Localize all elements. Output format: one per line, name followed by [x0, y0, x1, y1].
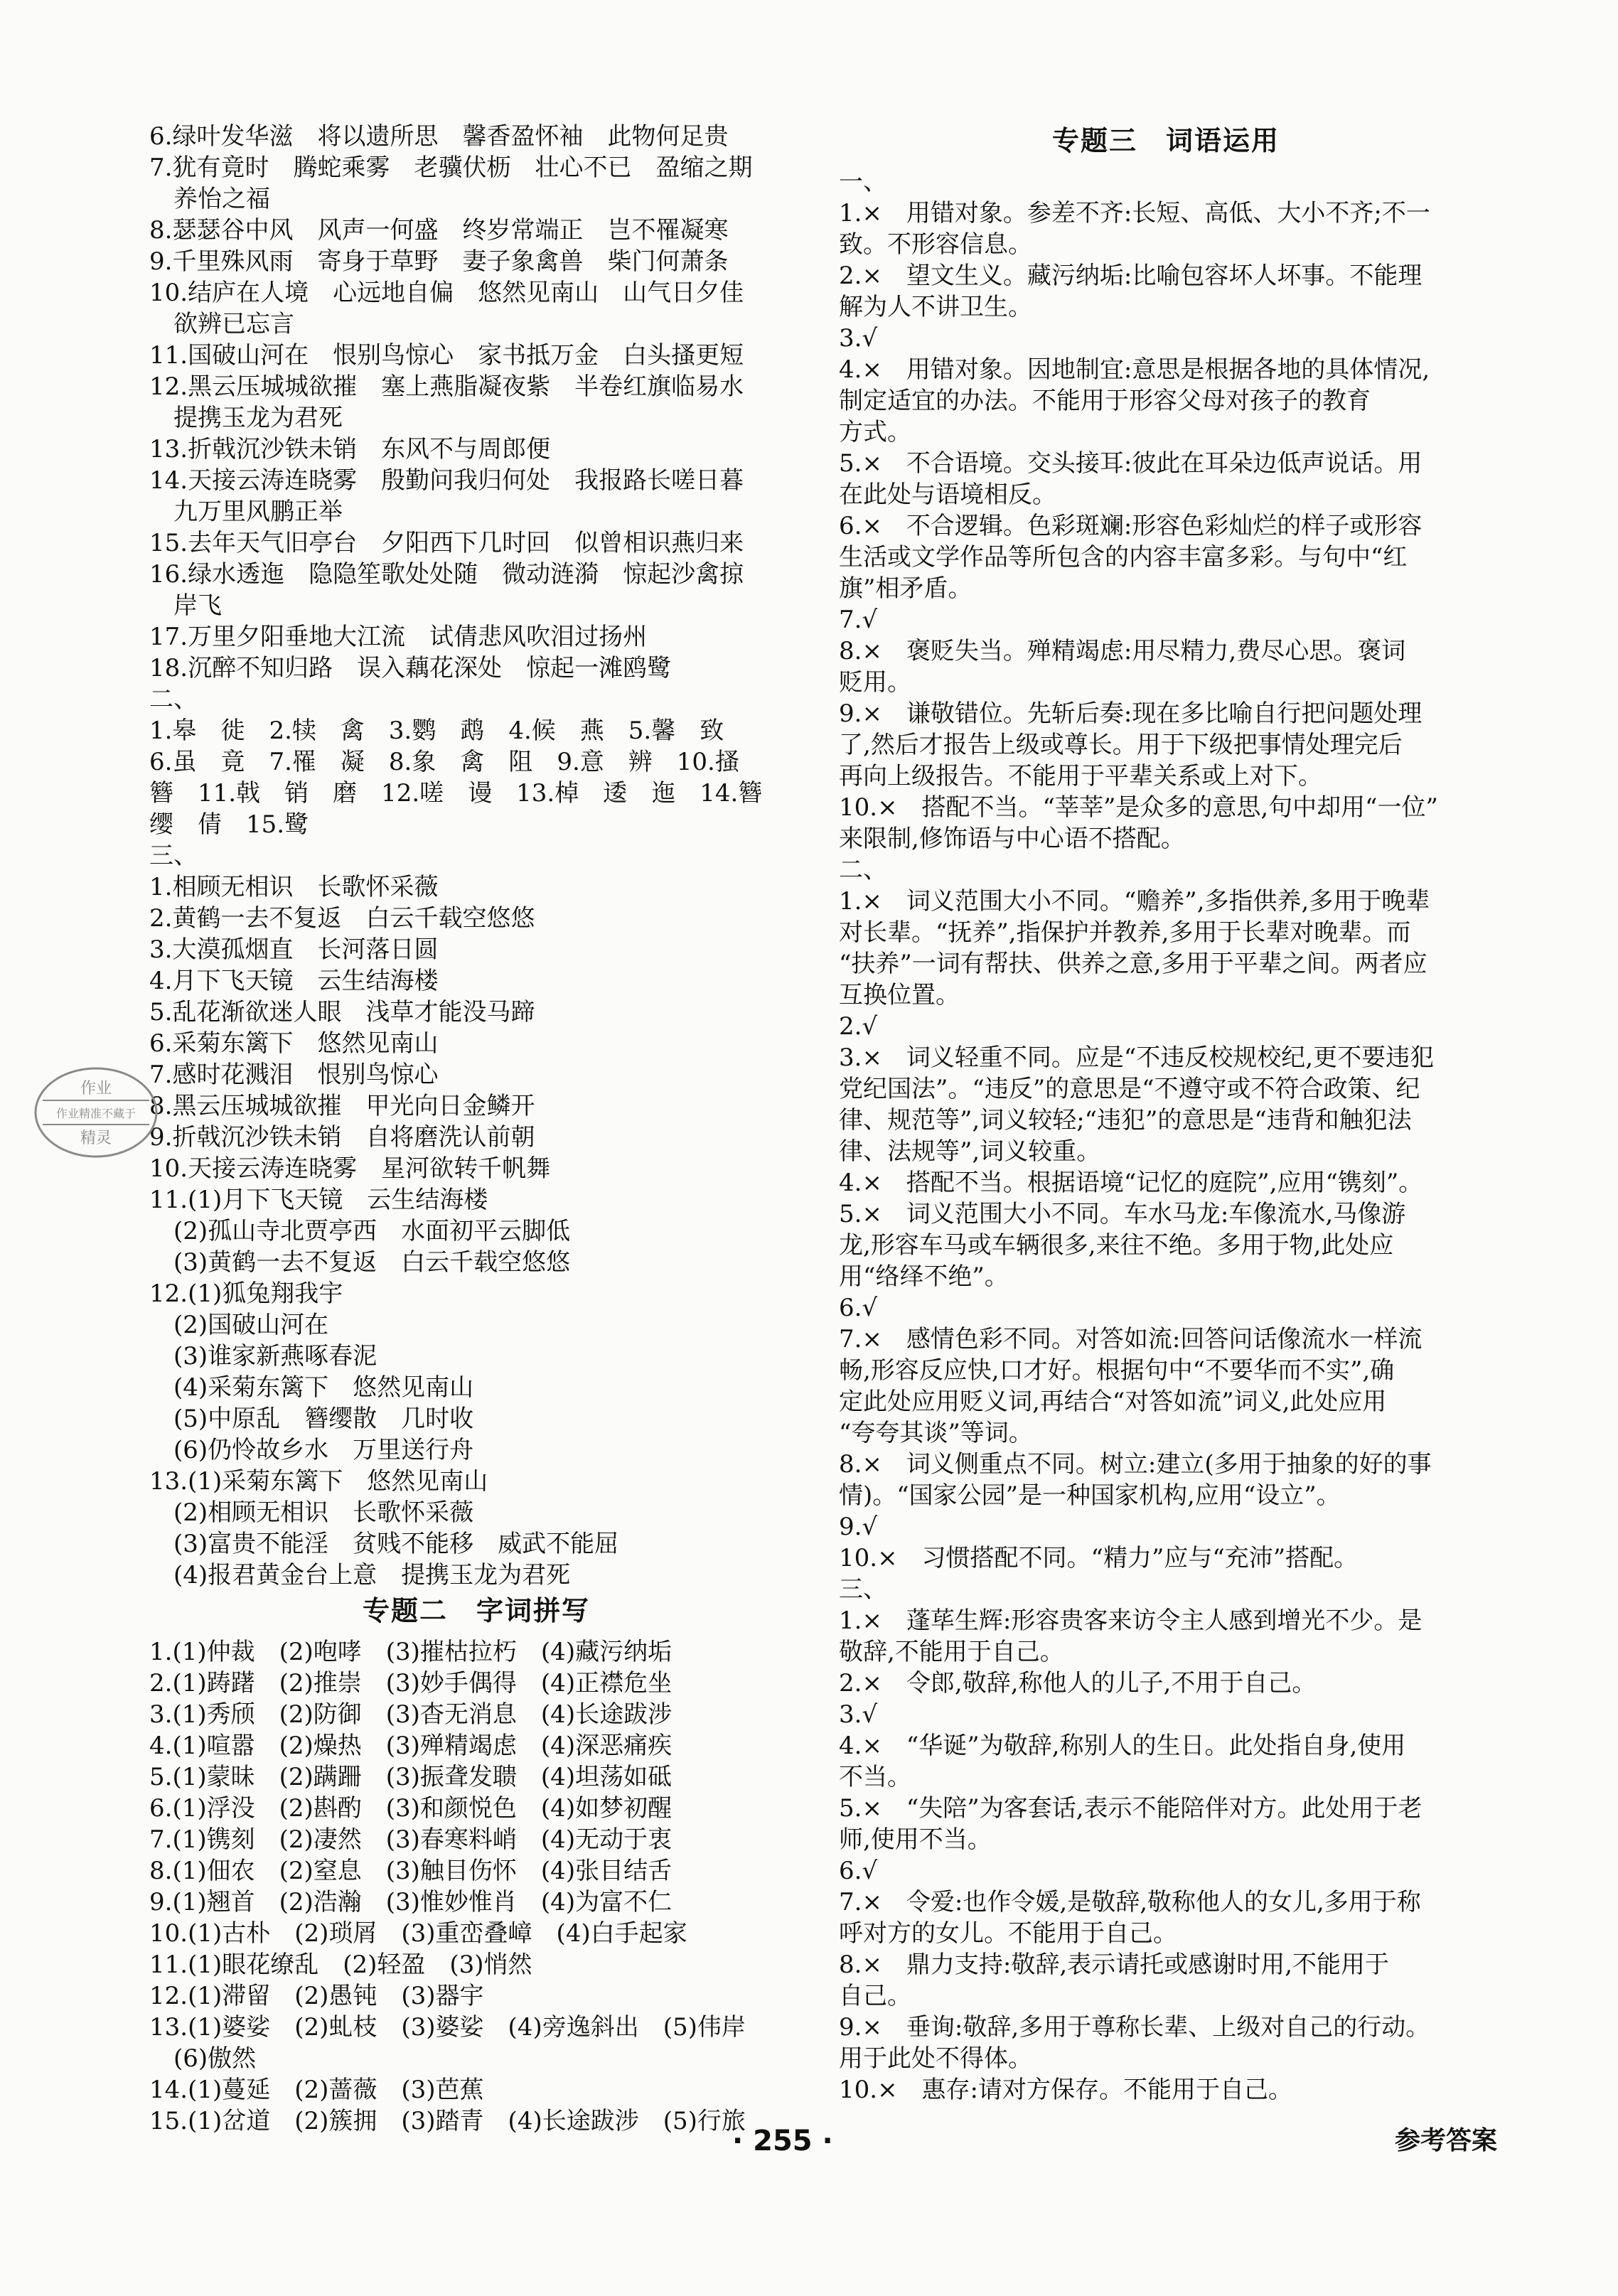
- answer-line: 旗”相矛盾。: [839, 574, 973, 603]
- answer-line: (3)富贵不能淫 贫贱不能移 威武不能屈: [149, 1530, 619, 1558]
- answer-line: 2.× 令郎,敬辞,称他人的儿子,不用于自己。: [839, 1669, 1317, 1697]
- section-heading: 专题二 字词拼写: [362, 1595, 590, 1626]
- answer-line: 7.× 令爱:也作令媛,是敬辞,敬称他人的女儿,多用于称: [839, 1888, 1421, 1916]
- answer-line: 律、法规等”,词义较重。: [839, 1137, 1101, 1166]
- answer-line: (6)傲然: [149, 2044, 257, 2073]
- page-number: · 255 ·: [732, 2125, 833, 2157]
- answer-line: 缨 倩 15.鹭: [149, 810, 309, 839]
- answer-line: 党纪国法”。“违反”的意思是“不遵守或不符合政策、纪: [839, 1075, 1420, 1103]
- answer-line: 生活或文学作品等所包含的内容丰富多彩。与句中“红: [839, 543, 1408, 572]
- answer-line: 7.× 感情色彩不同。对答如流:回答问话像流水一样流: [839, 1325, 1423, 1353]
- answer-line: 致。不形容信息。: [839, 230, 1032, 259]
- answer-line: 3.√: [839, 324, 878, 353]
- answer-line: 11.国破山河在 恨别鸟惊心 家书抵万金 白头搔更短: [149, 341, 744, 370]
- answer-line: 7.(1)镌刻 (2)凄然 (3)春寒料峭 (4)无动于衷: [149, 1825, 673, 1854]
- answer-line: 10.(1)古朴 (2)琐屑 (3)重峦叠嶂 (4)白手起家: [149, 1919, 687, 1948]
- answer-line: 14.(1)蔓延 (2)蔷薇 (3)芭蕉: [149, 2076, 484, 2104]
- answer-line: 贬用。: [839, 668, 911, 697]
- answer-line: 定此处应用贬义词,再结合“对答如流”词义,此处应用: [839, 1388, 1387, 1416]
- answer-line: “扶养”一词有帮扶、供养之意,多用于平辈之间。两者应: [839, 950, 1427, 978]
- answer-line: 10.× 搭配不当。“莘莘”是众多的意思,句中却用“一位”: [839, 793, 1438, 822]
- answer-line: 律、规范等”,词义较轻;“违犯”的意思是“违背和触犯法: [839, 1106, 1412, 1134]
- right-column: [839, 121, 1493, 2105]
- answer-line: 制定适宜的办法。不能用于形容父母对孩子的教育: [839, 387, 1371, 415]
- answer-line: 6.√: [839, 1294, 878, 1322]
- answer-line: 9.折戟沉沙铁未销 自将磨洗认前朝: [149, 1123, 535, 1152]
- answer-line: 4.月下飞天镜 云生结海楼: [149, 967, 439, 995]
- answer-line: 呼对方的女儿。不能用于自己。: [839, 1919, 1177, 1948]
- answer-line: (4)报君黄金台上意 提携玉龙为君死: [149, 1561, 571, 1589]
- answer-line: 龙,形容车马或车辆很多,来往不绝。多用于物,此处应: [839, 1231, 1394, 1260]
- answer-line: 二、: [839, 856, 887, 884]
- answer-line: 5.(1)蒙昧 (2)蹒跚 (3)振聋发聩 (4)坦荡如砥: [149, 1763, 673, 1791]
- answer-line: (2)孤山寺北贾亭西 水面初平云脚低: [149, 1217, 571, 1245]
- answer-line: (3)黄鹤一去不复返 白云千载空悠悠: [149, 1248, 571, 1277]
- answer-line: 7.犹有竟时 腾蛇乘雾 老骥伏枥 壮心不已 盈缩之期: [149, 154, 753, 182]
- answer-line: 7.√: [839, 606, 878, 634]
- section-heading: 专题三 词语运用: [1051, 125, 1280, 156]
- answer-line: 情)。“国家公园”是一种国家机构,应用“设立”。: [839, 1481, 1341, 1510]
- answer-line: 17.万里夕阳垂地大江流 试倩悲风吹泪过扬州: [149, 623, 648, 651]
- answer-line: 8.瑟瑟谷中风 风声一何盛 终岁常端正 岂不罹凝寒: [149, 216, 729, 245]
- answer-line: 10.× 惠存:请对方保存。不能用于自己。: [839, 2076, 1293, 2104]
- stamp-middle-text: 作业精准不藏于: [55, 1107, 136, 1120]
- answer-line: 18.沉醉不知归路 误入藕花深处 惊起一滩鸥鹭: [149, 654, 672, 682]
- answer-line: (2)国破山河在: [149, 1311, 329, 1339]
- answer-line: 在此处与语境相反。: [839, 481, 1056, 509]
- answer-line: 6.采菊东篱下 悠然见南山: [149, 1029, 439, 1058]
- answer-line: 二、: [149, 685, 198, 714]
- answer-line: 7.感时花溅泪 恨别鸟惊心: [149, 1061, 439, 1089]
- answer-line: 养怡之福: [149, 185, 270, 213]
- answer-line: 5.× 不合语境。交头接耳:彼此在耳朵边低声说话。用: [839, 449, 1423, 478]
- answer-line: 1.× 用错对象。参差不齐:长短、高低、大小不齐;不一: [839, 199, 1430, 227]
- answer-line: 2.× 望文生义。藏污纳垢:比喻包容坏人坏事。不能理: [839, 262, 1423, 290]
- answer-line: (6)仍怜故乡水 万里送行舟: [149, 1436, 474, 1464]
- answer-line: 8.× 褒贬失当。殚精竭虑:用尽精力,费尽心思。褒词: [839, 637, 1406, 665]
- watermark-stamp: [28, 1059, 164, 1166]
- answer-line: 6.虽 竟 7.罹 凝 8.象 禽 阻 9.意 辨 10.搔: [149, 748, 739, 776]
- answer-line: 2.(1)踌躇 (2)推崇 (3)妙手偶得 (4)正襟危坐: [149, 1669, 673, 1697]
- answer-line: 6.(1)浮没 (2)斟酌 (3)和颜悦色 (4)如梦初醒: [149, 1794, 673, 1823]
- answer-line: 13.(1)采菊东篱下 悠然见南山: [149, 1467, 488, 1496]
- answer-line: 三、: [839, 1575, 887, 1604]
- answer-line: 岸飞: [149, 591, 222, 620]
- answer-line: 1.× 词义范围大小不同。“赡养”,多指供养,多用于晚辈: [839, 887, 1430, 916]
- stamp-top-text: 作业: [80, 1080, 112, 1098]
- answer-line: 6.× 不合逻辑。色彩斑斓:形容色彩灿烂的样子或形容: [839, 512, 1423, 540]
- answer-line: 6.绿叶发华滋 将以遗所思 馨香盈怀袖 此物何足贵: [149, 122, 729, 151]
- answer-line: 4.× 搭配不当。根据语境“记忆的庭院”,应用“镌刻”。: [839, 1169, 1423, 1197]
- answer-line: 10.天接云涛连晓雾 星河欲转千帆舞: [149, 1154, 551, 1183]
- answer-line: 提携玉龙为君死: [149, 404, 343, 432]
- answer-line: 对长辈。“抚养”,指保护并教养,多用于长辈对晚辈。而: [839, 918, 1411, 947]
- answer-line: 2.√: [839, 1012, 878, 1041]
- answer-line: 9.√: [839, 1513, 878, 1541]
- answer-line: 用于此处不得体。: [839, 2044, 1032, 2073]
- answer-line: 来限制,修饰语与中心语不搭配。: [839, 825, 1185, 853]
- answer-line: 5.× “失陪”为客套话,表示不能陪伴对方。此处用于老: [839, 1794, 1423, 1823]
- left-column: [149, 121, 803, 2137]
- answer-line: 互换位置。: [839, 981, 960, 1009]
- answer-line: 三、: [149, 842, 198, 870]
- answer-line: 解为人不讲卫生。: [839, 293, 1032, 321]
- answer-line: 5.× 词义范围大小不同。车水马龙:车像流水,马像游: [839, 1200, 1406, 1228]
- answer-line: 9.× 谦敬错位。先斩后奏:现在多比喻自行把问题处理: [839, 699, 1423, 728]
- answer-line: 8.(1)佃农 (2)窒息 (3)触目伤怀 (4)张目结舌: [149, 1857, 673, 1885]
- answer-line: 4.(1)喧嚣 (2)燥热 (3)殚精竭虑 (4)深恶痛疾: [149, 1732, 673, 1760]
- answer-line: 簪 11.戟 销 磨 12.嗟 谩 13.棹 逶 迤 14.簪: [149, 779, 763, 808]
- answer-line: 方式。: [839, 418, 911, 446]
- answer-line: 10.结庐在人境 心远地自偏 悠然见南山 山气日夕佳: [149, 279, 744, 307]
- answer-line: 12.(1)滞留 (2)愚钝 (3)器宇: [149, 1982, 484, 2010]
- answer-line: (5)中原乱 簪缨散 几时收: [149, 1405, 474, 1433]
- answer-line: 4.× 用错对象。因地制宜:意思是根据各地的具体情况,: [839, 355, 1430, 384]
- answer-line: 8.黑云压城城欲摧 甲光向日金鳞开: [149, 1092, 535, 1120]
- answer-line: 3.√: [839, 1700, 878, 1729]
- answer-line: 12.(1)狐兔翔我宇: [149, 1280, 343, 1308]
- answer-line: 1.皋 徙 2.犊 禽 3.鹦 鹉 4.候 燕 5.馨 致: [149, 717, 724, 745]
- answer-line: 13.折戟沉沙铁未销 东风不与周郎便: [149, 435, 551, 463]
- answer-line: 师,使用不当。: [839, 1825, 992, 1854]
- stamp-bottom-text: 精灵: [80, 1130, 112, 1147]
- answer-line: 了,然后才报告上级或尊长。用于下级把事情处理完后: [839, 731, 1403, 759]
- answer-line: 3.(1)秀颀 (2)防御 (3)杳无消息 (4)长途跋涉: [149, 1700, 673, 1729]
- answer-line: 11.(1)月下飞天镜 云生结海楼: [149, 1186, 488, 1214]
- answer-line: 自己。: [839, 1982, 911, 2010]
- answer-line: 10.× 习惯搭配不同。“精力”应与“充沛”搭配。: [839, 1544, 1359, 1572]
- answer-line: 畅,形容反应快,口才好。根据句中“不要华而不实”,确: [839, 1356, 1395, 1385]
- answer-line: (3)谁家新燕啄春泥: [149, 1342, 377, 1370]
- answer-line: 九万里风鹏正举: [149, 498, 343, 526]
- answer-line: 1.× 蓬荜生辉:形容贵客来访令主人感到增光不少。是: [839, 1606, 1423, 1635]
- answer-line: 11.(1)眼花缭乱 (2)轻盈 (3)悄然: [149, 1951, 532, 1979]
- answer-line: 5.乱花渐欲迷人眼 浅草才能没马蹄: [149, 998, 535, 1026]
- answer-line: 不当。: [839, 1763, 911, 1791]
- answer-line: 欲辨已忘言: [149, 310, 294, 338]
- answer-line: 9.(1)翘首 (2)浩瀚 (3)惟妙惟肖 (4)为富不仁: [149, 1888, 673, 1916]
- answer-line: 9.× 垂询:敬辞,多用于尊称长辈、上级对自己的行动。: [839, 2013, 1430, 2042]
- section-label: 参考答案: [1394, 2126, 1497, 2155]
- answer-line: 2.黄鹤一去不复返 白云千载空悠悠: [149, 904, 535, 933]
- answer-line: (2)相顾无相识 长歌怀采薇: [149, 1498, 474, 1527]
- answer-line: 8.× 词义侧重点不同。树立:建立(多用于抽象的好的事: [839, 1450, 1432, 1479]
- answer-line: 15.(1)岔道 (2)簇拥 (3)踏青 (4)长途跋涉 (5)行旅: [149, 2107, 746, 2135]
- answer-line: 8.× 鼎力支持:敬辞,表示请托或感谢时用,不能用于: [839, 1951, 1389, 1979]
- answer-line: 再向上级报告。不能用于平辈关系或上对下。: [839, 762, 1322, 790]
- answer-line: 一、: [839, 168, 887, 196]
- answer-line: 1.相顾无相识 长歌怀采薇: [149, 873, 439, 901]
- answer-line: 敬辞,不能用于自己。: [839, 1638, 1064, 1666]
- answer-line: 13.(1)婆娑 (2)虬枝 (3)婆娑 (4)旁逸斜出 (5)伟岸: [149, 2013, 746, 2042]
- answer-line: “夸夸其谈”等词。: [839, 1419, 1033, 1447]
- answer-line: 14.天接云涛连晓雾 殷勤问我归何处 我报路长嗟日暮: [149, 466, 744, 495]
- answer-line: 3.大漠孤烟直 长河落日圆: [149, 935, 439, 964]
- answer-line: 1.(1)仲裁 (2)咆哮 (3)摧枯拉朽 (4)藏污纳垢: [149, 1638, 673, 1666]
- answer-line: 16.绿水透迤 隐隐笙歌处处随 微动涟漪 惊起沙禽掠: [149, 560, 744, 589]
- answer-line: 4.× “华诞”为敬辞,称别人的生日。此处指自身,使用: [839, 1732, 1406, 1760]
- answer-line: (4)采菊东篱下 悠然见南山: [149, 1373, 474, 1402]
- answer-line: 3.× 词义轻重不同。应是“不违反校规校纪,更不要违犯: [839, 1044, 1435, 1072]
- answer-line: 12.黑云压城城欲摧 塞上燕脂凝夜紫 半卷红旗临易水: [149, 372, 744, 401]
- answer-line: 6.√: [839, 1857, 878, 1885]
- answer-line: 15.去年天气旧亭台 夕阳西下几时回 似曾相识燕归来: [149, 529, 744, 557]
- answer-line: 9.千里殊风雨 寄身于草野 妻子象禽兽 柴门何萧条: [149, 247, 729, 276]
- answer-line: 用“络绎不绝”。: [839, 1262, 1009, 1291]
